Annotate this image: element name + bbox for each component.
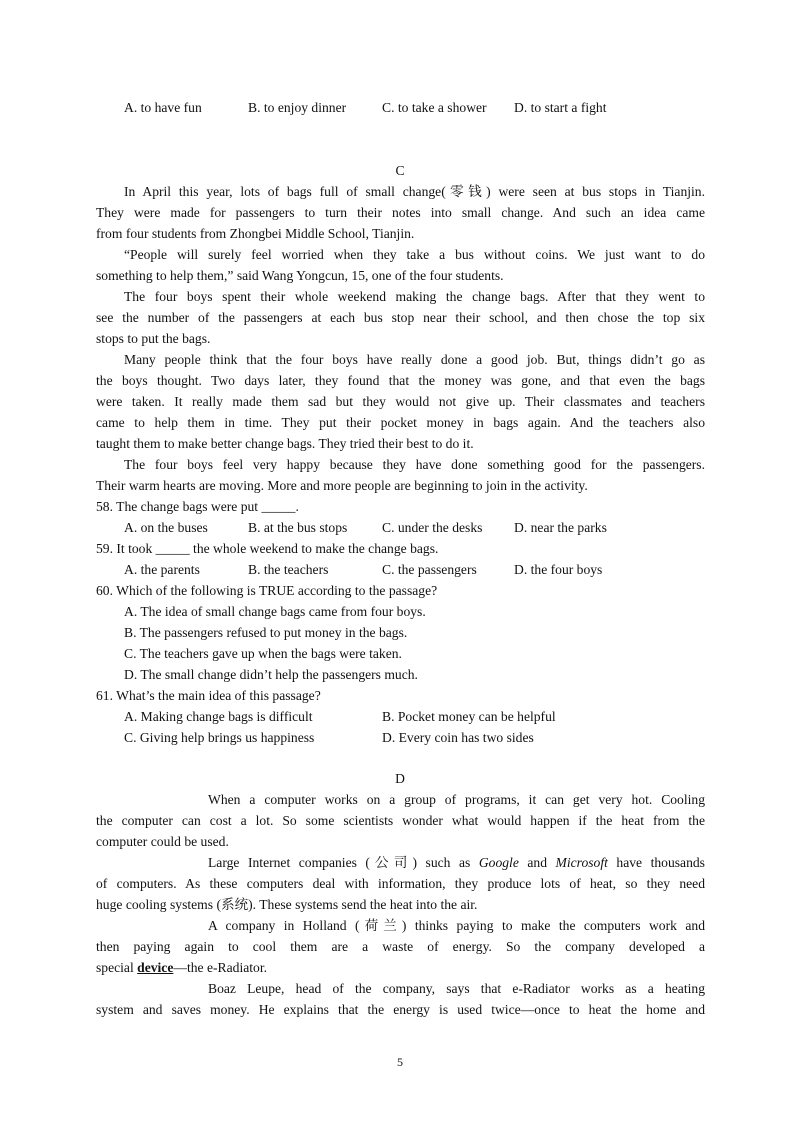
passage-line: Many people think that the four boys have really done a good job. But, things didn’t go as [124,352,705,367]
company-name-microsoft: Microsoft [555,855,608,870]
text-run: and [518,855,556,870]
passage-line [96,960,267,976]
passage-line: In April this year, lots of bags full of small change(零钱) were seen at bus stops in Tianjin. [124,184,705,199]
option-b: B. The passengers refused to put money in the bags. [124,625,408,640]
option-b: B. the teachers [248,562,329,577]
passage-line: They were made for passengers to turn their notes into small change. And such an idea came [96,205,705,220]
passage-line: the boys thought. Two days later, they found that the money was gone, and that even the bags [96,373,705,388]
option-a: A. the parents [124,562,200,577]
passage-line: computer could be used. [96,834,229,849]
passage-line: see the number of the passengers at each bus stop near their school, and then chose the top six [96,310,705,325]
passage-line: then paying again to cool them are a waste of energy. So the company developed a [96,939,705,954]
passage-line: The four boys feel very happy because they have done something good for the passengers. [124,457,705,472]
option-c: C. the passengers [382,562,477,577]
passage-line: When a computer works on a group of programs, it can get very hot. Cooling [208,792,705,807]
text-run: special [96,960,138,975]
option-c: C. Giving help brings us happiness [124,730,315,745]
option-c: C. The teachers gave up when the bags were taken. [124,646,402,661]
option-d: D. to start a fight [514,100,607,115]
passage-line: system and saves money. He explains that the energy is used twice—once to heat the home and [96,1002,705,1017]
passage-line: Their warm hearts are moving. More and more people are beginning to join in the activity. [96,478,588,493]
underlined-word-device: device [137,960,174,975]
passage-line: stops to put the bags. [96,331,211,346]
option-b: B. to enjoy dinner [248,100,347,115]
company-name-google: Google [478,855,519,870]
option-c: C. under the desks [382,520,483,535]
option-a: A. to have fun [124,100,202,115]
section-d-heading: D [395,771,405,786]
question-stem: 58. The change bags were put _____. [96,499,299,514]
passage-line: taught them to make better change bags. They tried their best to do it. [96,436,474,451]
option-b: B. Pocket money can be helpful [382,709,556,724]
option-a: A. The idea of small change bags came from four boys. [124,604,426,619]
passage-line: The four boys spent their whole weekend making the change bags. After that they went to [124,289,705,304]
option-c: C. to take a shower [382,100,487,115]
option-b: B. at the bus stops [248,520,348,535]
passage-line: from four students from Zhongbei Middle School, Tianjin. [96,226,415,241]
question-stem: 59. It took _____ the whole weekend to make the change bags. [96,541,439,556]
option-d: D. near the parks [514,520,607,535]
passage-line [208,855,705,871]
passage-line: of computers. As these computers deal with information, they produce lots of heat, so they need [96,876,705,891]
passage-line: huge cooling systems (系统). These systems send the heat into the air. [96,897,478,912]
text-run: —the e-Radiator. [173,960,268,975]
option-a: A. on the buses [124,520,208,535]
option-d: D. Every coin has two sides [382,730,534,745]
passage-line: “People will surely feel worried when they take a bus without coins. We just want to do [124,247,705,262]
question-stem: 61. What’s the main idea of this passage? [96,688,321,703]
text-run: have thousands [607,855,705,870]
passage-line: were taken. It really made them sad but they would not give up. Their classmates and teachers [96,394,705,409]
option-a: A. Making change bags is difficult [124,709,313,724]
text-run: Large Internet companies (公司) such as [208,855,479,870]
option-d: D. the four boys [514,562,603,577]
passage-line: the computer can cost a lot. So some scientists wonder what would happen if the heat from the [96,813,705,828]
section-c-heading: C [395,163,405,178]
passage-line: Boaz Leupe, head of the company, says that e-Radiator works as a heating [208,981,705,996]
page-number: 5 [397,1055,403,1069]
option-d: D. The small change didn’t help the passengers much. [124,667,418,682]
question-stem: 60. Which of the following is TRUE according to the passage? [96,583,438,598]
passage-line: something to help them,” said Wang Yongcun, 15, one of the four students. [96,268,504,283]
passage-line: came to help them in time. They put their pocket money in bags again. And the teachers also [96,415,705,430]
passage-line: A company in Holland (荷兰) thinks paying to make the computers work and [208,918,705,933]
